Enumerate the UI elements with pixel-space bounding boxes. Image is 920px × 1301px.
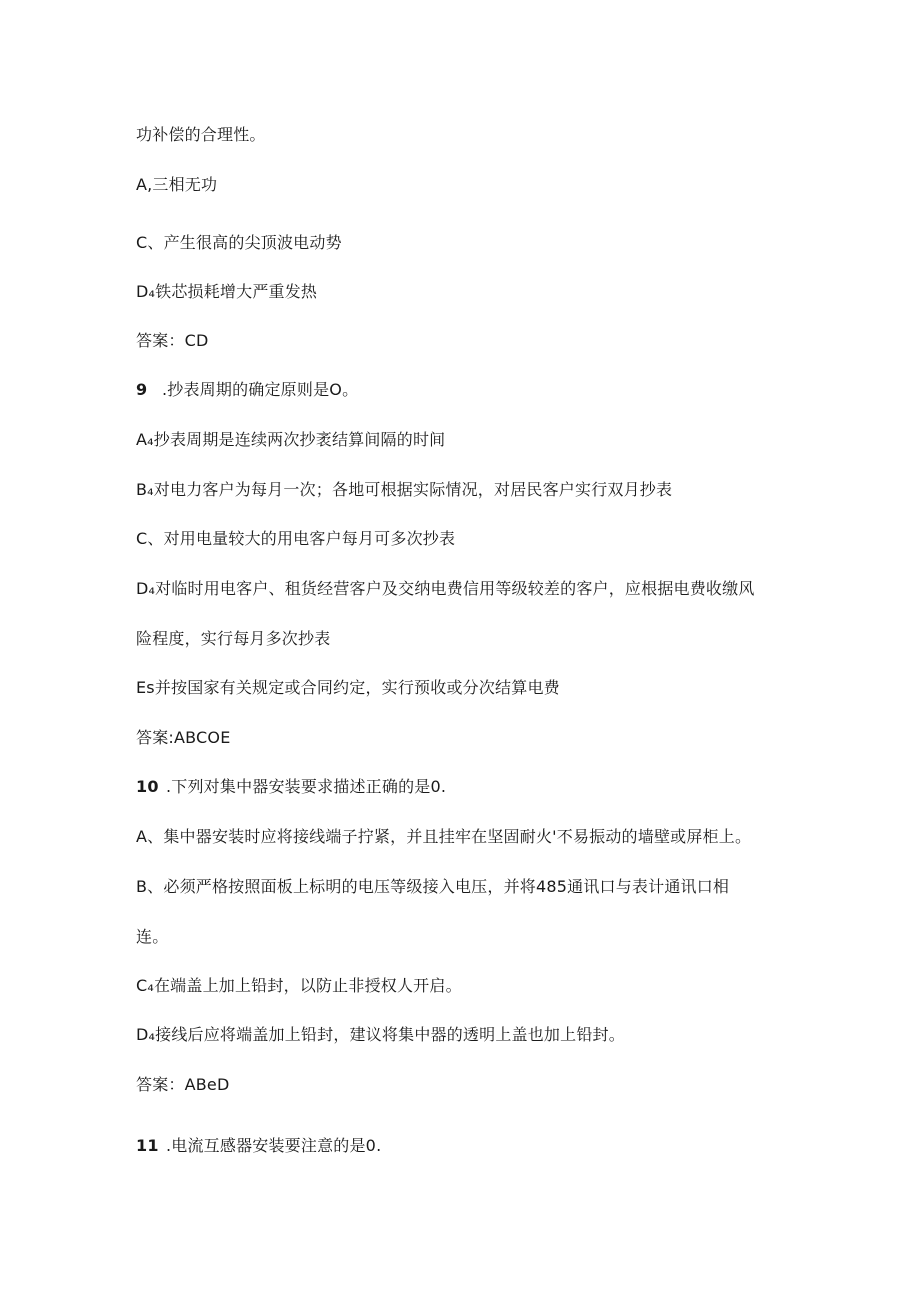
answer-line: 答案：CD: [136, 331, 209, 350]
option-c: C、对用电量较大的用电客户每月可多次抄表: [136, 529, 456, 548]
option-b-continuation: 连。: [136, 927, 169, 946]
option-a: A,三相无功: [136, 175, 218, 194]
question-number: 11: [136, 1136, 159, 1155]
option-d: D₄接线后应将端盖加上铅封，建议将集中器的透明上盖也加上铅封。: [136, 1025, 625, 1044]
option-e: Es并按国家有关规定或合同约定，实行预收或分次结算电费: [136, 678, 560, 697]
option-b: B₄对电力客户为每月一次；各地可根据实际情况，对居民客户实行双月抄表: [136, 480, 673, 499]
option-d-continuation: 险程度，实行每月多次抄表: [136, 629, 331, 648]
question-number: 9: [136, 380, 148, 399]
option-d: D₄铁芯损耗增大严重发热: [136, 282, 318, 301]
question-number: 10: [136, 777, 159, 796]
answer-line: 答案：ABeD: [136, 1075, 230, 1094]
question-text: .下列对集中器安装要求描述正确的是0.: [166, 777, 447, 796]
option-c: C、产生很高的尖顶波电动势: [136, 233, 342, 252]
option-a: A、集中器安装时应将接线端子拧紧，并且挂牢在坚固耐火'不易振动的墙壁或屏柜上。: [136, 827, 752, 846]
option-d: D₄对临时用电客户、租货经营客户及交纳电费信用等级较差的客户，应根据电费收缴风: [136, 579, 755, 598]
question-11: [136, 1135, 381, 1157]
question-10: [136, 776, 446, 798]
option-c: C₄在端盖上加上铅封，以防止非授权人开启。: [136, 976, 462, 995]
answer-line: 答案:ABCOE: [136, 728, 231, 747]
option-b: B、必须严格按照面板上标明的电压等级接入电压，并将485通讯口与表计通讯口相: [136, 877, 730, 896]
question-text: .抄表周期的确定原则是O。: [162, 380, 359, 399]
question-9: [136, 379, 358, 401]
text-line-continuation: 功补偿的合理性。: [136, 125, 266, 144]
question-text: .电流互感器安装要注意的是0.: [166, 1136, 382, 1155]
option-a: A₄抄表周期是连续两次抄袤结算间隔的时间: [136, 430, 446, 449]
